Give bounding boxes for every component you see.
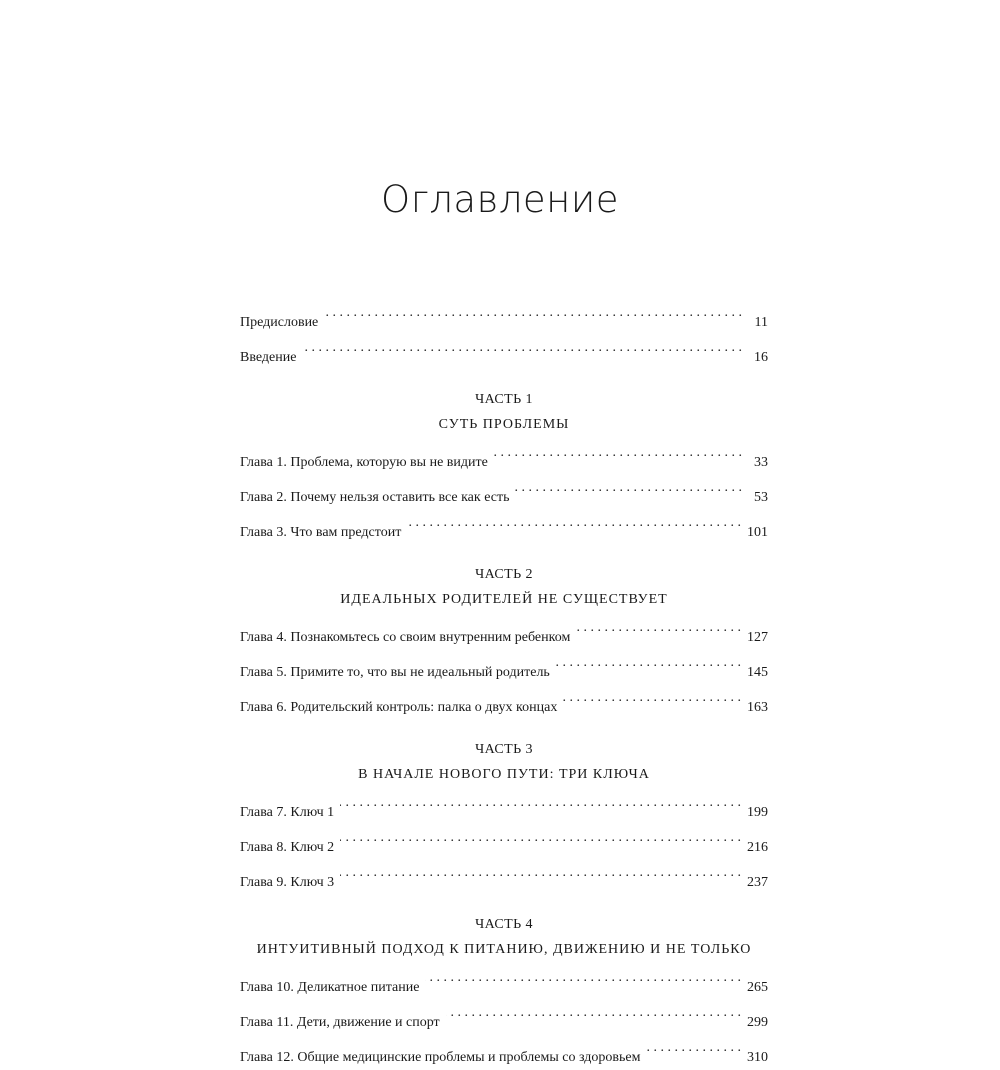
toc-entry-label: Глава 1. Проблема, которую вы не видите	[240, 450, 494, 476]
dot-leader	[646, 1035, 741, 1061]
part-title: ИДЕАЛЬНЫХ РОДИТЕЛЕЙ НЕ СУЩЕСТВУЕТ	[240, 587, 768, 612]
dot-leader	[494, 440, 742, 466]
table-of-contents	[240, 300, 768, 1070]
page-title: Оглавление	[0, 178, 1000, 221]
part-2-section	[240, 562, 768, 720]
dot-leader	[425, 965, 741, 991]
dot-leader	[563, 685, 741, 711]
toc-entry-label: Глава 9. Ключ 3	[240, 870, 340, 896]
toc-entry-label: Глава 12. Общие медицинские проблемы и проблемы со здоровьем	[240, 1045, 646, 1070]
toc-entry-label: Глава 3. Что вам предстоит	[240, 520, 407, 546]
part-title: СУТЬ ПРОБЛЕМЫ	[240, 412, 768, 437]
toc-entry-page: 199	[741, 800, 768, 826]
toc-entry-chapter[interactable]	[240, 1000, 768, 1035]
dot-leader	[324, 300, 742, 326]
toc-entry-preface[interactable]	[240, 300, 768, 335]
toc-entry-label: Предисловие	[240, 310, 324, 336]
toc-entry-page: 299	[741, 1010, 768, 1036]
toc-entry-chapter[interactable]	[240, 790, 768, 825]
toc-entry-page: 310	[741, 1045, 768, 1070]
dot-leader	[340, 790, 741, 816]
toc-entry-chapter[interactable]	[240, 440, 768, 475]
toc-entry-page: 265	[741, 975, 768, 1001]
toc-entry-chapter[interactable]	[240, 860, 768, 895]
dot-leader	[302, 335, 742, 361]
toc-entry-page: 16	[742, 345, 768, 371]
toc-entry-label: Глава 8. Ключ 2	[240, 835, 340, 861]
toc-entry-page: 216	[741, 835, 768, 861]
part-1-section	[240, 387, 768, 545]
dot-leader	[446, 1000, 741, 1026]
toc-entry-chapter[interactable]	[240, 825, 768, 860]
part-title: ИНТУИТИВНЫЙ ПОДХОД К ПИТАНИЮ, ДВИЖЕНИЮ И НЕ ТОЛЬКО	[240, 937, 768, 962]
toc-entry-introduction[interactable]	[240, 335, 768, 370]
toc-entry-chapter[interactable]	[240, 510, 768, 545]
toc-entry-label: Глава 11. Дети, движение и спорт	[240, 1010, 446, 1036]
toc-entry-chapter[interactable]	[240, 475, 768, 510]
dot-leader	[340, 860, 741, 886]
toc-entry-label: Глава 5. Примите то, что вы не идеальный родитель	[240, 660, 556, 686]
toc-entry-page: 11	[742, 310, 768, 336]
dot-leader	[340, 825, 741, 851]
toc-entry-page: 101	[741, 520, 768, 546]
part-3-section	[240, 737, 768, 895]
part-number: ЧАСТЬ 4	[240, 912, 768, 937]
toc-entry-chapter[interactable]	[240, 965, 768, 1000]
toc-entry-chapter[interactable]	[240, 1035, 768, 1070]
part-number: ЧАСТЬ 2	[240, 562, 768, 587]
toc-entry-chapter[interactable]	[240, 615, 768, 650]
dot-leader	[556, 650, 741, 676]
toc-entry-page: 163	[741, 695, 768, 721]
toc-entry-label: Глава 7. Ключ 1	[240, 800, 340, 826]
toc-entry-page: 237	[741, 870, 768, 896]
part-title: В НАЧАЛЕ НОВОГО ПУТИ: ТРИ КЛЮЧА	[240, 762, 768, 787]
dot-leader	[515, 475, 742, 501]
toc-entry-label: Глава 2. Почему нельзя оставить все как есть	[240, 485, 515, 511]
toc-entry-page: 33	[742, 450, 768, 476]
dot-leader	[576, 615, 741, 641]
toc-entry-label: Введение	[240, 345, 302, 371]
toc-entry-label: Глава 10. Деликатное питание	[240, 975, 425, 1001]
part-number: ЧАСТЬ 3	[240, 737, 768, 762]
dot-leader	[407, 510, 741, 536]
part-number: ЧАСТЬ 1	[240, 387, 768, 412]
toc-entry-page: 127	[741, 625, 768, 651]
toc-entry-page: 145	[741, 660, 768, 686]
part-4-section	[240, 912, 768, 1070]
toc-entry-page: 53	[742, 485, 768, 511]
toc-entry-chapter[interactable]	[240, 650, 768, 685]
toc-entry-label: Глава 4. Познакомьтесь со своим внутренним ребенком	[240, 625, 576, 651]
toc-entry-label: Глава 6. Родительский контроль: палка о двух концах	[240, 695, 563, 721]
toc-entry-chapter[interactable]	[240, 685, 768, 720]
